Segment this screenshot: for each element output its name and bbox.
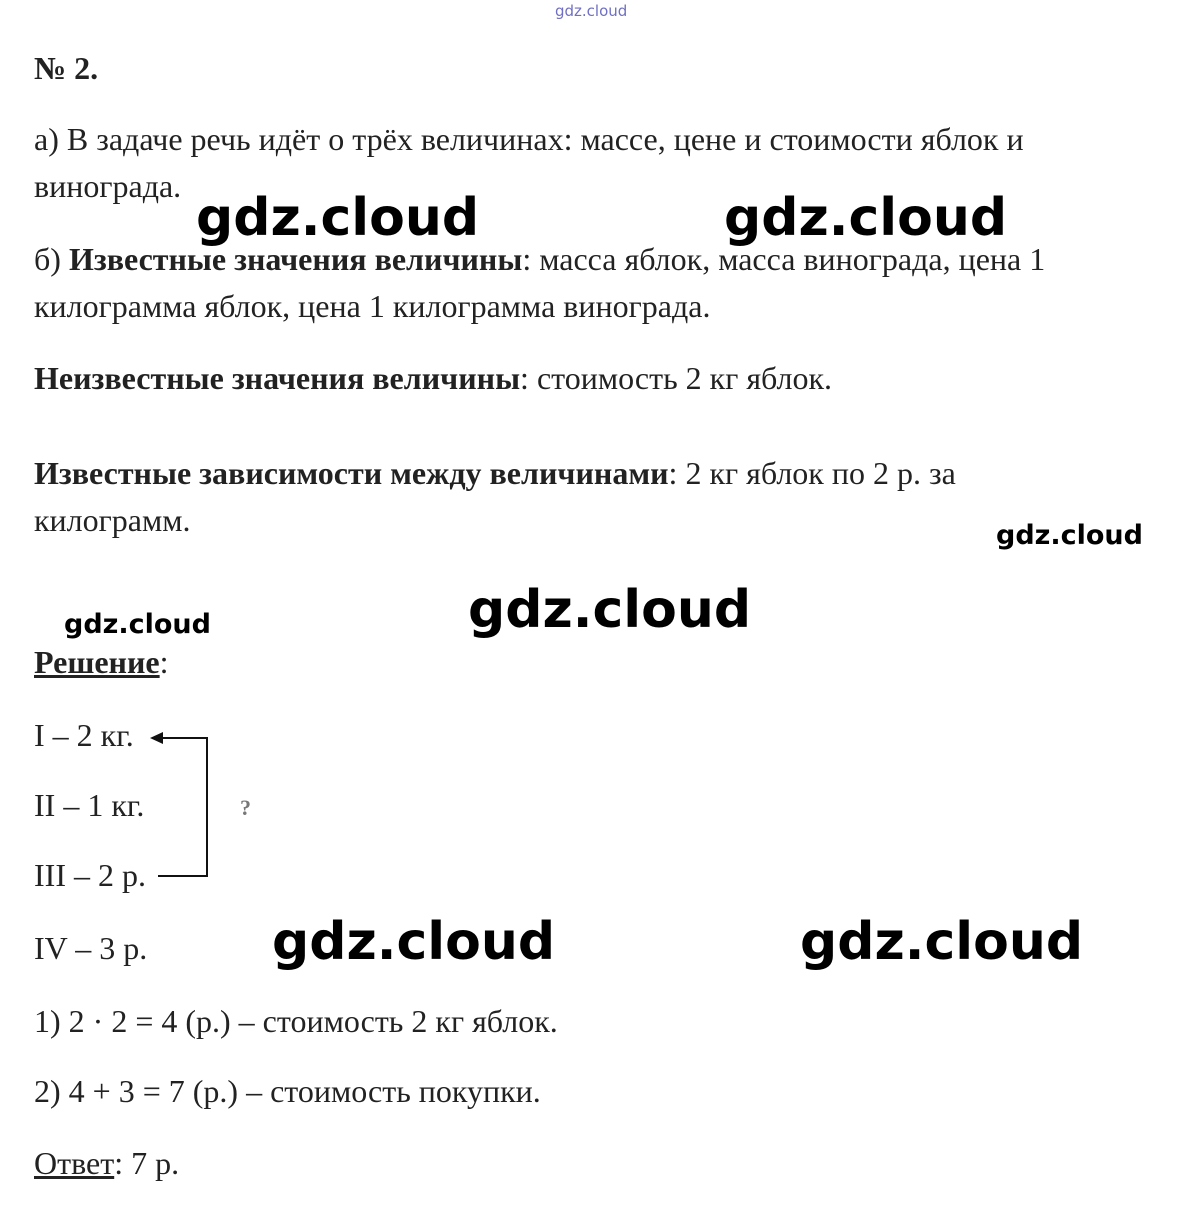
unknown-text: : стоимость 2 кг яблок.: [520, 360, 833, 396]
solution-step-1: 1) 2 · 2 = 4 (р.) – стоимость 2 кг яблок.: [34, 1003, 558, 1039]
watermark-top: gdz.cloud: [555, 2, 628, 20]
watermark: gdz.cloud: [724, 188, 1008, 248]
watermark: gdz.cloud: [64, 609, 211, 640]
answer-text: : 7 р.: [114, 1145, 180, 1181]
solution-label: Решение: [34, 644, 160, 680]
solution-item: I – 2 кг.: [34, 717, 134, 753]
dependencies-line-2: килограмм.: [34, 502, 191, 538]
part-a-line-2: винограда.: [34, 168, 182, 204]
watermark: gdz.cloud: [996, 520, 1143, 551]
solution-colon: :: [159, 644, 169, 680]
question-mark: ?: [240, 795, 251, 820]
solution-item: IV – 3 р.: [34, 930, 148, 966]
part-b-line-2: килограмма яблок, цена 1 килограмма винограда.: [34, 288, 711, 324]
watermark: gdz.cloud: [196, 188, 480, 248]
problem-number: № 2.: [34, 50, 99, 86]
watermark: gdz.cloud: [800, 912, 1084, 972]
answer-label: Ответ: [34, 1145, 115, 1181]
solution-step-2: 2) 4 + 3 = 7 (р.) – стоимость покупки.: [34, 1073, 541, 1109]
part-b-prefix: б): [34, 241, 69, 277]
dependencies-text: : 2 кг яблок по 2 р. за: [668, 455, 956, 491]
part-b-text: : масса яблок, масса винограда, цена 1: [522, 241, 1046, 277]
dependencies-label: Известные зависимости между величинами: [34, 455, 669, 491]
unknown-label: Неизвестные значения величины: [34, 360, 521, 396]
watermark: gdz.cloud: [468, 580, 752, 640]
part-a-line-1: а) В задаче речь идёт о трёх величинах: массе, цене и стоимости яблок и: [34, 121, 1024, 157]
answer-line: [34, 1145, 179, 1181]
solution-item: II – 1 кг.: [34, 787, 145, 823]
watermark: gdz.cloud: [272, 912, 556, 972]
solution-item: III – 2 р.: [34, 857, 146, 893]
part-b-label: Известные значения величины: [68, 241, 523, 277]
